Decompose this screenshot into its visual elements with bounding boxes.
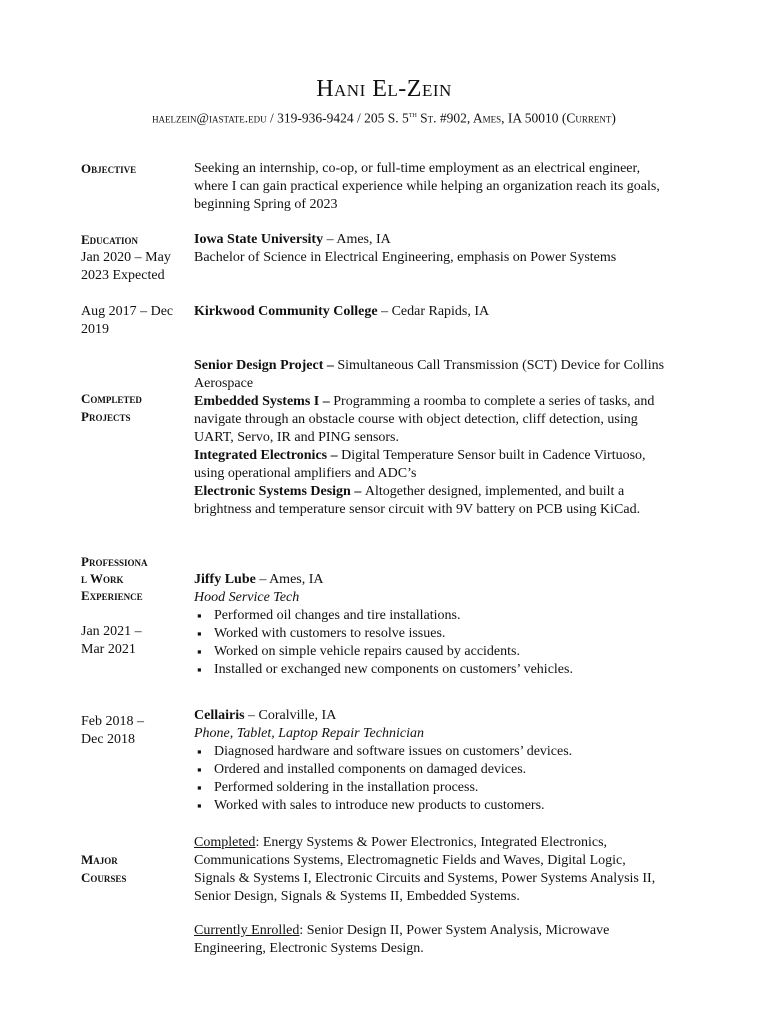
- school-location: – Cedar Rapids, IA: [377, 304, 490, 319]
- project-desc: Simultaneous Call Transmission (SCT) Device for Collins Aerospace: [194, 358, 665, 391]
- company-location: – Coralville, IA: [244, 708, 337, 723]
- experience-heading-line2: l Work: [81, 571, 124, 586]
- contact-address-tail: St. #902, Ames, IA 50010 (Current): [416, 110, 616, 126]
- project-item: [194, 447, 674, 483]
- list-item: ▪ Worked on simple vehicle repairs caused by accidents.: [194, 643, 674, 661]
- list-item: ▪ Ordered and installed components on damaged devices.: [194, 761, 674, 779]
- courses-heading-line2: Courses: [81, 870, 127, 885]
- job-dates-1: [81, 623, 142, 659]
- courses-enrolled-label: Currently Enrolled: [194, 923, 300, 938]
- courses-completed-text: : Energy Systems & Power Electronics, Integrated Electronics, Communications Systems, Electromagnetic Fields and Waves, Digital Logic, Signals & Systems I, Electronic Circuits and Systems, Power Systems Analysis II, Senior Design, Signals & Systems II, Embedded Systems.: [194, 835, 656, 904]
- degree-detail: Bachelor of Science in Electrical Engineering, emphasis on Power Systems: [194, 250, 617, 265]
- job-role: Hood Service Tech: [194, 590, 300, 605]
- project-title: Embedded Systems I –: [194, 394, 334, 409]
- resume-name: Hani El-Zein: [316, 76, 452, 102]
- company-name: Jiffy Lube: [194, 572, 256, 587]
- courses-completed: [194, 834, 664, 906]
- job-role: Phone, Tablet, Laptop Repair Technician: [194, 726, 424, 741]
- project-title: Integrated Electronics –: [194, 448, 342, 463]
- courses-enrolled: [194, 922, 664, 958]
- project-title: Senior Design Project –: [194, 358, 338, 373]
- project-desc: Digital Temperature Sensor built in Cadence Virtuoso, using operational amplifiers and ADC’s: [194, 448, 646, 481]
- list-item: ▪ Performed oil changes and tire installations.: [194, 607, 674, 625]
- projects-heading-line2: Projects: [81, 409, 131, 424]
- school-location: – Ames, IA: [323, 232, 391, 247]
- education-heading: Education: [81, 232, 139, 247]
- list-item: ▪ Worked with sales to introduce new products to customers.: [194, 797, 674, 815]
- list-item: ▪ Performed soldering in the installation process.: [194, 779, 674, 797]
- education-entry-1: [194, 231, 674, 267]
- objective-text: Seeking an internship, co-op, or full-time employment as an electrical engineer, where I can gain practical experience while helping an organization reach its goals, beginning Spring of 2023: [194, 161, 660, 212]
- experience-heading: [81, 553, 147, 604]
- job-bullets: [194, 607, 674, 679]
- job-date-end: Dec 2018: [81, 732, 136, 747]
- list-item: ▪ Diagnosed hardware and software issues on customers’ devices.: [194, 743, 674, 761]
- job-entry-1: [194, 571, 674, 679]
- education-entry-2: [194, 303, 674, 321]
- job-dates-2: [81, 713, 144, 749]
- contact-superscript: th: [408, 109, 417, 119]
- project-item: [194, 393, 674, 447]
- job-date-start: Jan 2021 –: [81, 624, 142, 639]
- contact-email: haelzein@iastate.edu: [152, 110, 267, 126]
- contact-phone-address: / 319-936-9424 / 205 S. 5: [266, 110, 409, 126]
- project-desc: Programming a roomba to complete a series of tasks, and navigate through an obstacle course with object detection, cliff detection, using UART, Servo, IR and PING sensors.: [194, 394, 655, 445]
- projects-heading: [81, 390, 142, 426]
- courses-heading: [81, 851, 126, 887]
- job-date-start: Feb 2018 –: [81, 714, 144, 729]
- project-item: [194, 483, 674, 519]
- experience-heading-line3: Experience: [81, 588, 143, 603]
- contact-line: [0, 109, 768, 127]
- education-date-2: Aug 2017 – Dec 2019: [81, 304, 174, 337]
- courses-heading-line1: Major: [81, 852, 118, 867]
- company-name: Cellairis: [194, 708, 245, 723]
- job-date-end: Mar 2021: [81, 642, 136, 657]
- company-location: – Ames, IA: [255, 572, 324, 587]
- courses-enrolled-text: : Senior Design II, Power System Analysis, Microwave Engineering, Electronic Systems Design.: [194, 923, 610, 956]
- education-date-1: Jan 2020 – May 2023 Expected: [81, 250, 171, 283]
- school-name: Kirkwood Community College: [194, 304, 378, 319]
- objective-heading: Objective: [81, 161, 137, 176]
- job-entry-2: [194, 707, 674, 815]
- job-bullets: [194, 743, 674, 815]
- projects-heading-line1: Completed: [81, 391, 142, 406]
- courses-completed-label: Completed: [194, 835, 256, 850]
- projects-list: [194, 357, 674, 519]
- list-item: ▪ Worked with customers to resolve issues.: [194, 625, 674, 643]
- experience-heading-line1: Professiona: [81, 554, 148, 569]
- project-item: [194, 357, 674, 393]
- project-desc: Altogether designed, implemented, and built a brightness and temperature sensor circuit with 9V battery on PCB using KiCad.: [194, 484, 641, 517]
- list-item: ▪ Installed or exchanged new components on customers’ vehicles.: [194, 661, 674, 679]
- school-name: Iowa State University: [194, 232, 324, 247]
- project-title: Electronic Systems Design –: [194, 484, 365, 499]
